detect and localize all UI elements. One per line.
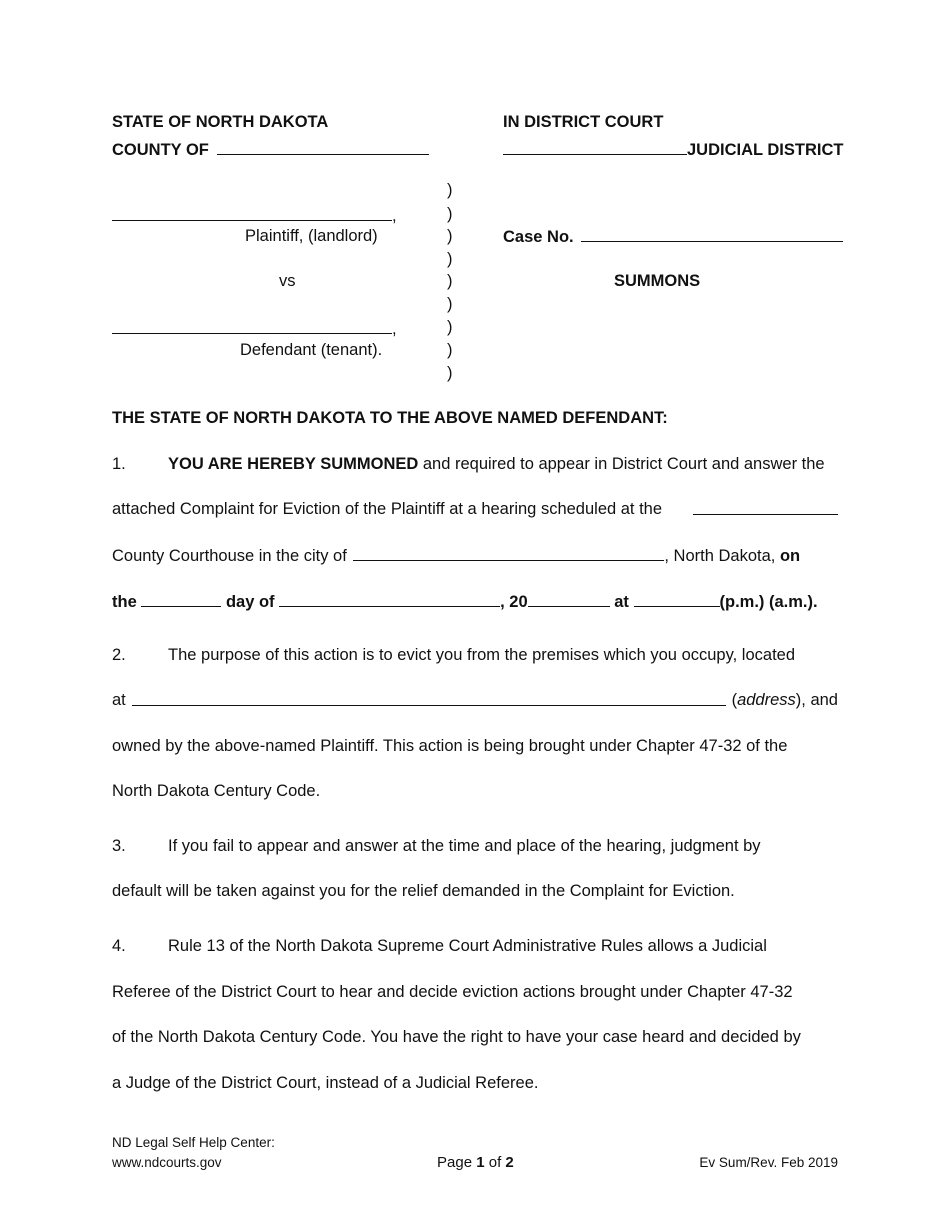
paragraph-text: ), and xyxy=(795,691,838,709)
court-heading: IN DISTRICT COURT xyxy=(503,113,664,131)
city-blank[interactable] xyxy=(353,546,664,561)
paragraph-number: 3. xyxy=(112,837,126,855)
page-total: 2 xyxy=(505,1154,514,1171)
case-number-blank[interactable] xyxy=(581,227,843,242)
paren: ) xyxy=(447,181,453,199)
page-word: Page xyxy=(437,1154,473,1171)
hearing-year-blank[interactable] xyxy=(528,592,610,607)
hearing-time-blank[interactable] xyxy=(634,592,720,607)
paren: ) xyxy=(447,341,453,359)
defendant-comma: , xyxy=(392,320,397,338)
paren: ) xyxy=(447,318,453,336)
document-title: SUMMONS xyxy=(614,272,701,290)
paragraph-2-line-1 xyxy=(112,646,838,665)
courthouse-county-blank[interactable] xyxy=(693,500,838,515)
hearing-month-blank[interactable] xyxy=(279,592,500,607)
paragraph-number: 2. xyxy=(112,646,126,664)
paragraph-1-line-3 xyxy=(112,546,838,566)
paragraph-text: The purpose of this action is to evict you from the premises which you occupy, located xyxy=(168,646,795,664)
paragraph-text: , North Dakota, xyxy=(664,547,776,565)
district-line xyxy=(503,140,843,160)
paragraph-4-line-2: Referee of the District Court to hear and decide eviction actions brought under Chapter 47-32 xyxy=(112,983,793,1001)
footer-website: www.ndcourts.gov xyxy=(112,1155,222,1170)
paragraph-1-line-4 xyxy=(112,592,838,612)
versus-label: vs xyxy=(279,272,296,290)
paren: ) xyxy=(447,295,453,313)
summoned-lead: YOU ARE HEREBY SUMMONED xyxy=(168,455,419,473)
plaintiff-comma: , xyxy=(392,207,397,225)
paragraph-text: , 20 xyxy=(500,593,528,611)
page-of: of xyxy=(488,1154,502,1171)
paragraph-text: (p.m.) (a.m.). xyxy=(719,593,818,611)
district-blank[interactable] xyxy=(503,140,687,155)
hearing-day-blank[interactable] xyxy=(141,592,221,607)
plaintiff-label: Plaintiff, (landlord) xyxy=(245,227,378,245)
judicial-district-label: JUDICIAL DISTRICT xyxy=(687,141,844,159)
footer-center-name: ND Legal Self Help Center: xyxy=(112,1135,275,1150)
case-number-label: Case No. xyxy=(503,228,574,246)
paren: ) xyxy=(447,205,453,223)
address-word: address xyxy=(737,691,796,709)
paragraph-text: day of xyxy=(225,593,275,611)
paragraph-text: County Courthouse in the city of xyxy=(112,547,347,565)
form-id: Ev Sum/Rev. Feb 2019 xyxy=(699,1155,838,1170)
address-note xyxy=(732,691,838,710)
paragraph-text: at xyxy=(614,593,629,611)
paragraph-text: and required to appear in District Court and answer the xyxy=(422,455,825,473)
address-to-defendant: THE STATE OF NORTH DAKOTA TO THE ABOVE NAMED DEFENDANT: xyxy=(112,409,668,427)
paragraph-2-line-3: owned by the above-named Plaintiff. This action is being brought under Chapter 47-32 of the xyxy=(112,737,788,755)
defendant-name-blank[interactable] xyxy=(112,319,392,334)
paragraph-4-line-4: a Judge of the District Court, instead of a Judicial Referee. xyxy=(112,1074,539,1092)
paragraph-text: attached Complaint for Eviction of the Plaintiff at a hearing scheduled at the xyxy=(112,500,663,518)
county-blank[interactable] xyxy=(217,140,429,155)
paragraph-number: 1. xyxy=(112,455,126,473)
paragraph-text: ( xyxy=(731,691,738,709)
paragraph-1-line-1 xyxy=(112,455,838,474)
paragraph-1-line-2 xyxy=(112,500,838,519)
page-indicator xyxy=(437,1154,514,1171)
paragraph-text: Rule 13 of the North Dakota Supreme Court Administrative Rules allows a Judicial xyxy=(168,937,767,955)
paragraph-3-line-2: default will be taken against you for the relief demanded in the Complaint for Eviction. xyxy=(112,882,735,900)
paragraph-3-line-1 xyxy=(112,837,838,856)
county-line xyxy=(112,140,429,160)
paragraph-text: at xyxy=(112,691,126,709)
paragraph-4-line-1 xyxy=(112,937,838,956)
defendant-label: Defendant (tenant). xyxy=(240,341,383,359)
county-label: COUNTY OF xyxy=(112,141,209,159)
plaintiff-name-blank[interactable] xyxy=(112,206,392,221)
paragraph-2-line-2 xyxy=(112,691,838,710)
paragraph-text: the xyxy=(112,593,137,611)
premises-address-blank[interactable] xyxy=(132,691,726,706)
paren: ) xyxy=(447,272,453,290)
paragraph-text: on xyxy=(779,547,801,565)
defendant-line xyxy=(112,319,397,339)
paragraph-text: If you fail to appear and answer at the time and place of the hearing, judgment by xyxy=(168,837,761,855)
paragraph-number: 4. xyxy=(112,937,126,955)
state-heading: STATE OF NORTH DAKOTA xyxy=(112,113,329,131)
paren: ) xyxy=(447,227,453,245)
paren: ) xyxy=(447,250,453,268)
page-current: 1 xyxy=(476,1154,485,1171)
paragraph-4-line-3: of the North Dakota Century Code. You have the right to have your case heard and decided by xyxy=(112,1028,801,1046)
paragraph-2-line-4: North Dakota Century Code. xyxy=(112,782,321,800)
case-number-line xyxy=(503,227,843,247)
paren: ) xyxy=(447,364,453,382)
plaintiff-line xyxy=(112,206,397,226)
